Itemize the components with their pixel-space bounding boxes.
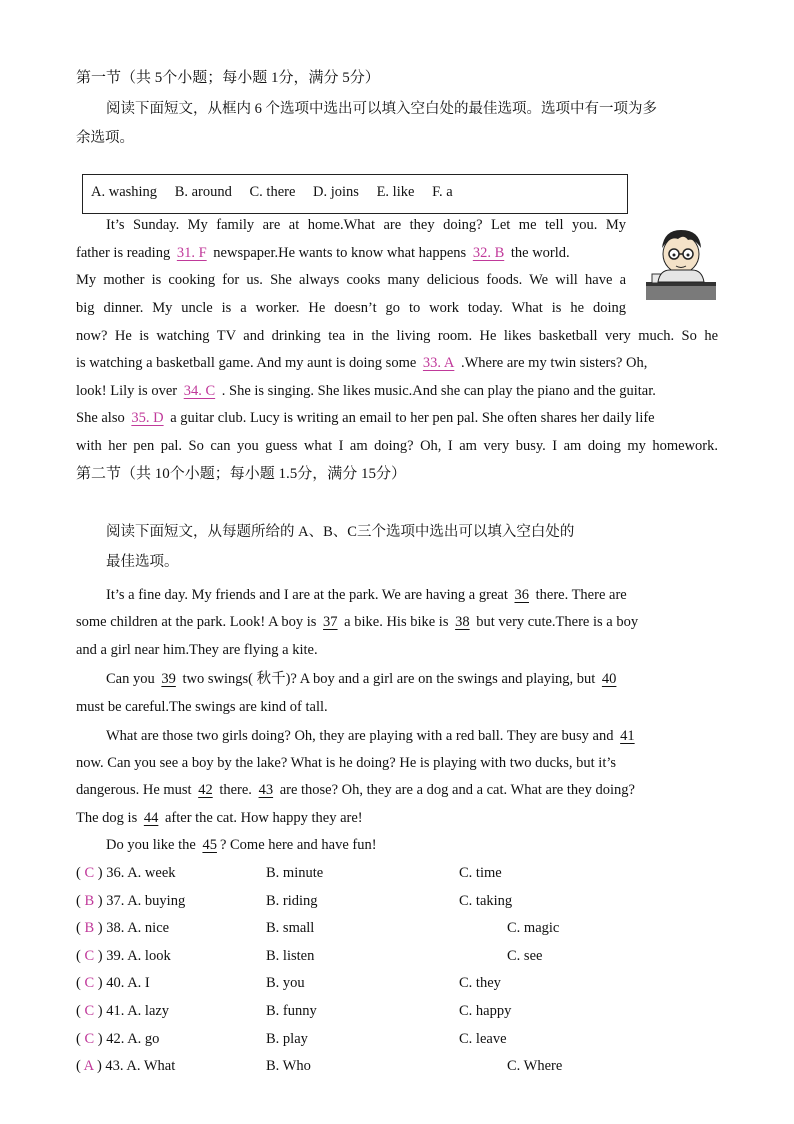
question-37: ( B ) 37. A. buying bbox=[76, 893, 186, 909]
passage1-line6: is watching a basketball game. And my aunt is doing some 33. A .Where are my twin sisters? Oh, bbox=[76, 355, 648, 371]
question-answer: C bbox=[84, 948, 95, 964]
question-answer: B bbox=[84, 920, 95, 936]
passage2-line3: and a girl near him.They are flying a kite. bbox=[76, 642, 318, 658]
question-40: ( C ) 40. A. I bbox=[76, 975, 150, 991]
passage2-line9: The dog is 44 after the cat. How happy they are! bbox=[76, 810, 363, 826]
question-42-option-c: C. leave bbox=[459, 1031, 507, 1047]
question-39: ( C ) 39. A. look bbox=[76, 948, 171, 964]
question-answer: C bbox=[84, 975, 95, 991]
passage2-line4: Can you 39 two swings( 秋千)? A boy and a girl are on the swings and playing, but 40 bbox=[106, 669, 718, 689]
section2-instruction-line2: 最佳选项。 bbox=[106, 554, 179, 570]
passage1-line1: It’s Sunday. My family are at home.What are they doing? Let me tell you. My bbox=[106, 217, 626, 233]
passage1-line5: now? He is watching TV and drinking tea in the living room. He likes basketball very much. So he bbox=[76, 328, 718, 344]
passage2-line5: must be careful.The swings are kind of tall. bbox=[76, 699, 328, 715]
options-box bbox=[82, 174, 628, 214]
option-e: E. like bbox=[376, 184, 415, 200]
option-d: D. joins bbox=[313, 184, 359, 200]
student-reading-illustration bbox=[644, 224, 718, 304]
question-38-option-c: C. magic bbox=[507, 920, 560, 936]
question-36: ( C ) 36. A. week bbox=[76, 865, 176, 881]
blank-38: 38 bbox=[455, 614, 470, 630]
blank-36: 36 bbox=[514, 587, 529, 603]
blank-41: 41 bbox=[620, 728, 635, 744]
blank-42: 42 bbox=[198, 782, 213, 798]
blank-43: 43 bbox=[258, 782, 274, 798]
question-36-option-c: C. time bbox=[459, 865, 502, 881]
passage2-line1: It’s a fine day. My friends and I are at the park. We are having a great 36 there. There are bbox=[106, 587, 627, 603]
question-42: ( C ) 42. A. go bbox=[76, 1031, 160, 1047]
option-c: C. there bbox=[249, 184, 296, 200]
passage1-line8: She also 35. D a guitar club. Lucy is writing an email to her pen pal. She often shares her daily life bbox=[76, 410, 655, 426]
section2-title: 第二节（共 10个小题；每小题 1.5分，满分 15分） bbox=[76, 466, 407, 482]
passage1-line7: look! Lily is over 34. C . She is singing. She likes music.And she can play the piano and the guitar. bbox=[76, 383, 656, 399]
question-37-option-b: B. riding bbox=[266, 893, 318, 909]
question-36-option-b: B. minute bbox=[266, 865, 324, 881]
question-38: ( B ) 38. A. nice bbox=[76, 920, 170, 936]
question-40-option-b: B. you bbox=[266, 975, 305, 991]
answer-33: 33. A bbox=[422, 355, 455, 371]
question-41-option-b: B. funny bbox=[266, 1003, 317, 1019]
section1-title: 第一节（共 5个小题；每小题 1分，满分 5分） bbox=[76, 70, 380, 86]
passage2-line10: Do you like the 45 ? Come here and have fun! bbox=[106, 837, 377, 853]
question-43-option-c: C. Where bbox=[507, 1058, 563, 1074]
section1-instruction-line1: 阅读下面短文，从框内 6 个选项中选出可以填入空白处的最佳选项。选项中有一项为多 bbox=[106, 101, 657, 117]
question-43: ( A ) 43. A. What bbox=[76, 1058, 176, 1074]
blank-44: 44 bbox=[143, 810, 159, 826]
blank-45: 45 bbox=[202, 837, 217, 853]
blank-40: 40 bbox=[601, 671, 617, 687]
question-answer: B bbox=[84, 893, 95, 909]
answer-32: 32. B bbox=[472, 245, 505, 261]
answer-34: 34. C bbox=[183, 383, 216, 399]
passage1-line2: father is reading 31. F newspaper.He wants to know what happens 32. B the world. bbox=[76, 245, 570, 261]
option-a: A. washing bbox=[91, 184, 158, 200]
question-39-option-b: B. listen bbox=[266, 948, 315, 964]
option-b: B. around bbox=[174, 184, 232, 200]
question-39-option-c: C. see bbox=[507, 948, 543, 964]
question-41: ( C ) 41. A. lazy bbox=[76, 1003, 170, 1019]
answer-31: 31. F bbox=[176, 245, 207, 261]
passage1-line3: My mother is cooking for us. She always cooks many delicious foods. We will have a bbox=[76, 272, 626, 288]
question-42-option-b: B. play bbox=[266, 1031, 308, 1047]
question-answer: A bbox=[83, 1058, 94, 1074]
question-answer: C bbox=[84, 1031, 95, 1047]
section1-instruction-line2: 余选项。 bbox=[76, 130, 134, 146]
answer-35: 35. D bbox=[131, 410, 164, 426]
question-answer: C bbox=[84, 1003, 95, 1019]
option-f: F. a bbox=[432, 184, 453, 200]
blank-39: 39 bbox=[161, 671, 176, 687]
passage1-line9: with her pen pal. So can you guess what I am doing? Oh, I am very busy. I am doing my homework. bbox=[76, 438, 718, 454]
question-41-option-c: C. happy bbox=[459, 1003, 512, 1019]
passage2-line6: What are those two girls doing? Oh, they are playing with a red ball. They are busy and 41 bbox=[106, 726, 718, 746]
passage1-line4: big dinner. My uncle is a worker. He doesn’t go to work today. What is he doing bbox=[76, 300, 626, 316]
question-answer: C bbox=[84, 865, 95, 881]
question-43-option-b: B. Who bbox=[266, 1058, 311, 1074]
question-38-option-b: B. small bbox=[266, 920, 315, 936]
passage2-line2: some children at the park. Look! A boy is 37 a bike. His bike is 38 but very cute.There is a boy bbox=[76, 614, 639, 630]
question-40-option-c: C. they bbox=[459, 975, 501, 991]
question-37-option-c: C. taking bbox=[459, 893, 513, 909]
passage2-line7: now. Can you see a boy by the lake? What is he doing? He is playing with two ducks, but it’s bbox=[76, 755, 617, 771]
blank-37: 37 bbox=[323, 614, 338, 630]
section2-instruction-line1: 阅读下面短文，从每题所给的 A、B、C三个选项中选出可以填入空白处的 bbox=[106, 524, 575, 540]
passage2-line8: dangerous. He must 42 there. 43 are those? Oh, they are a dog and a cat. What are they doing? bbox=[76, 782, 635, 798]
